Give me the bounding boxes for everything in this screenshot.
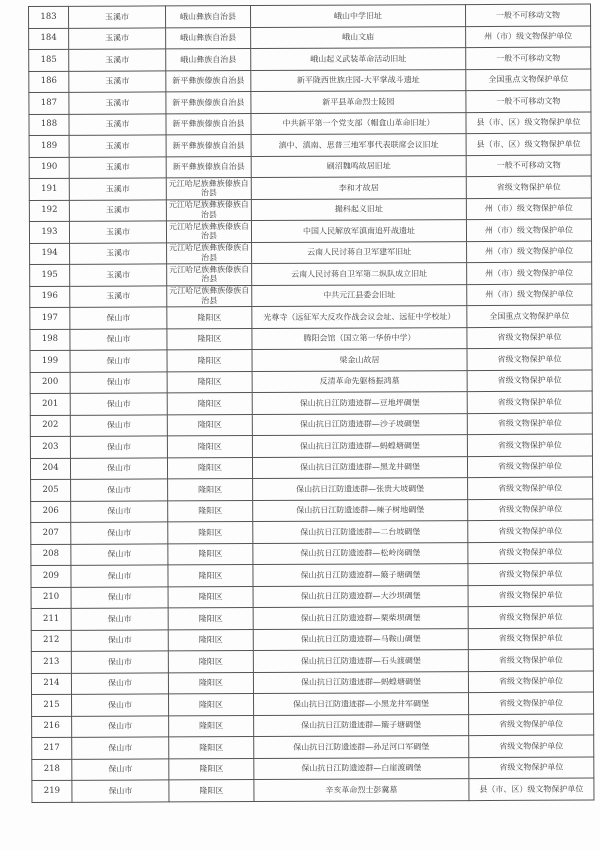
site-name-cell: 滇中、滇南、思普三地军事代表联席会议旧址 [251, 134, 466, 156]
site-name-cell: 腾阳会馆（国立第一华侨中学） [252, 327, 467, 349]
table-row [29, 198, 591, 222]
table-row [30, 284, 592, 308]
county-cell: 隆阳区 [167, 393, 252, 415]
table-row [31, 606, 593, 630]
row-number-cell: 219 [32, 780, 72, 802]
table-row [30, 327, 592, 351]
protection-level-cell: 一般不可移动文物 [466, 90, 591, 112]
county-cell: 隆阳区 [168, 586, 253, 608]
row-number-cell: 213 [31, 651, 71, 673]
protection-level-cell: 州（市）级文物保护单位 [467, 262, 592, 284]
row-number-cell: 188 [29, 114, 69, 136]
row-number-cell: 185 [29, 49, 69, 71]
city-cell: 玉溪市 [69, 27, 166, 49]
site-name-cell: 保山抗日江防遗迹群—马鞍山碉堡 [253, 628, 468, 650]
site-name-cell: 峨山中学旧址 [251, 5, 466, 27]
row-number-cell: 217 [32, 737, 72, 759]
protection-level-cell: 省级文物保护单位 [468, 628, 593, 650]
protection-level-cell: 全国重点文物保护单位 [467, 305, 592, 327]
county-cell: 隆阳区 [169, 758, 254, 780]
row-number-cell: 204 [30, 458, 70, 480]
table-row [32, 714, 594, 738]
protection-level-cell: 省级文物保护单位 [467, 348, 592, 370]
site-name-cell: 保山抗日江防遗迹群—孙足河口军碉堡 [254, 736, 469, 758]
site-name-cell: 保山抗日江防遗迹群—黑龙井碉堡 [252, 456, 467, 478]
city-cell: 保山市 [71, 651, 168, 673]
table-row [29, 4, 591, 28]
city-cell: 玉溪市 [69, 221, 166, 243]
protection-level-cell: 省级文物保护单位 [467, 370, 592, 392]
county-cell: 隆阳区 [168, 651, 253, 673]
site-name-cell: 梁金山故居 [252, 349, 467, 371]
county-cell: 隆阳区 [169, 737, 254, 759]
city-cell: 保山市 [70, 436, 167, 458]
site-name-cell: 中共元江县委会旧址 [252, 284, 467, 306]
row-number-cell: 184 [29, 28, 69, 50]
city-cell: 玉溪市 [69, 49, 166, 71]
protection-level-cell: 省级文物保护单位 [468, 649, 593, 671]
site-name-cell: 光尊寺（远征军大反攻作战会议会址、远征中学校址） [252, 306, 467, 328]
protection-level-cell: 县（市、区）级文物保护单位 [466, 112, 591, 134]
site-name-cell: 保山抗日江防遗迹群—大沙坝碉堡 [253, 585, 468, 607]
table-row [30, 241, 592, 265]
city-cell: 玉溪市 [69, 113, 166, 135]
county-cell: 隆阳区 [169, 715, 254, 737]
site-name-cell: 保山抗日江防遗迹群—松岭岗碉堡 [253, 542, 468, 564]
table-row [32, 735, 594, 759]
protection-level-cell: 州（市）级文物保护单位 [466, 26, 591, 48]
city-cell: 玉溪市 [70, 242, 167, 264]
site-name-cell: 保山抗日江防遗迹群—石头渡碉堡 [253, 650, 468, 672]
table-row [29, 90, 591, 114]
row-number-cell: 214 [31, 673, 71, 695]
table-row [32, 692, 594, 716]
site-name-cell: 中国人民解放军滇南追歼战遗址 [251, 220, 466, 242]
row-number-cell: 201 [30, 393, 70, 415]
city-cell: 玉溪市 [69, 6, 166, 28]
county-cell: 元江哈尼族彝族傣族自治县 [166, 178, 251, 200]
row-number-cell: 208 [31, 544, 71, 566]
protection-level-cell: 县（市、区）级文物保护单位 [469, 778, 594, 800]
table-row [29, 155, 591, 179]
city-cell: 玉溪市 [70, 285, 167, 307]
protection-level-cell: 县（市、区）级文物保护单位 [466, 133, 591, 155]
row-number-cell: 200 [30, 372, 70, 394]
city-cell: 保山市 [70, 393, 167, 415]
row-number-cell: 193 [29, 221, 69, 243]
row-number-cell: 210 [31, 587, 71, 609]
site-name-cell: 保山抗日江防遗迹群—沙子坡碉堡 [252, 413, 467, 435]
county-cell: 隆阳区 [168, 522, 253, 544]
county-cell: 隆阳区 [169, 694, 254, 716]
city-cell: 保山市 [70, 307, 167, 329]
protection-level-cell: 省级文物保护单位 [468, 499, 593, 521]
protection-level-cell: 省级文物保护单位 [468, 477, 593, 499]
site-name-cell: 保山抗日江防遗迹群—蚂蝗塘碉堡 [253, 671, 468, 693]
site-name-cell: 保山抗日江防遗迹群—辣子树地碉堡 [253, 499, 468, 521]
table-row [32, 757, 594, 781]
table-row [29, 69, 591, 93]
row-number-cell: 215 [32, 694, 72, 716]
table-row [31, 628, 593, 652]
protection-level-cell: 省级文物保护单位 [468, 542, 593, 564]
table-row [32, 778, 594, 802]
row-number-cell: 192 [29, 200, 69, 222]
county-cell: 新平彝族傣族自治县 [166, 70, 251, 92]
county-cell: 隆阳区 [168, 629, 253, 651]
site-name-cell: 保山抗日江防遗迹群—张贵大坡碉堡 [253, 478, 468, 500]
protection-level-cell: 省级文物保护单位 [467, 413, 592, 435]
site-name-cell: 峨山文庙 [251, 26, 466, 48]
city-cell: 玉溪市 [70, 264, 167, 286]
county-cell: 隆阳区 [168, 479, 253, 501]
county-cell: 峨山彝族自治县 [166, 6, 251, 28]
city-cell: 保山市 [70, 457, 167, 479]
county-cell: 元江哈尼族彝族傣族自治县 [167, 264, 252, 286]
table-row [29, 219, 591, 243]
site-name-cell: 撮科起义旧址 [251, 198, 466, 220]
protection-level-cell: 省级文物保护单位 [468, 671, 593, 693]
city-cell: 保山市 [71, 522, 168, 544]
table-body [29, 4, 594, 802]
city-cell: 保山市 [72, 694, 169, 716]
county-cell: 隆阳区 [167, 307, 252, 329]
site-name-cell: 新平县革命烈士陵园 [251, 91, 466, 113]
heritage-sites-table [28, 4, 594, 803]
county-cell: 隆阳区 [168, 565, 253, 587]
row-number-cell: 197 [30, 307, 70, 329]
row-number-cell: 216 [32, 716, 72, 738]
city-cell: 保山市 [72, 737, 169, 759]
site-name-cell: 保山抗日江防遗迹群—小黑龙井军碉堡 [254, 693, 469, 715]
row-number-cell: 205 [31, 479, 71, 501]
row-number-cell: 196 [30, 286, 70, 308]
site-name-cell: 保山抗日江防遗迹群—白崖渡碉堡 [254, 757, 469, 779]
site-name-cell: 云南人民讨蒋自卫军建军旧址 [252, 241, 467, 263]
city-cell: 保山市 [71, 586, 168, 608]
city-cell: 保山市 [70, 414, 167, 436]
protection-level-cell: 州（市）级文物保护单位 [466, 198, 591, 220]
protection-level-cell: 省级文物保护单位 [468, 563, 593, 585]
row-number-cell: 211 [31, 608, 71, 630]
county-cell: 隆阳区 [167, 414, 252, 436]
row-number-cell: 202 [30, 415, 70, 437]
city-cell: 保山市 [71, 608, 168, 630]
county-cell: 元江哈尼族彝族傣族自治县 [166, 221, 251, 243]
site-name-cell: 中共新平第一个党支部（帽盒山革命旧址） [251, 112, 466, 134]
table-row [31, 499, 593, 523]
table-row [29, 47, 591, 71]
site-name-cell: 保山抗日江防遗迹群—栗柴坝碉堡 [253, 607, 468, 629]
protection-level-cell: 省级文物保护单位 [467, 434, 592, 456]
county-cell: 峨山彝族自治县 [166, 27, 251, 49]
site-name-cell: 李和才故居 [251, 177, 466, 199]
protection-level-cell: 省级文物保护单位 [469, 714, 594, 736]
table-row [29, 112, 591, 136]
county-cell: 隆阳区 [167, 457, 252, 479]
row-number-cell: 212 [31, 630, 71, 652]
county-cell: 元江哈尼族彝族傣族自治县 [167, 285, 252, 307]
row-number-cell: 190 [29, 157, 69, 179]
table-row [30, 391, 592, 415]
county-cell: 峨山彝族自治县 [166, 49, 251, 71]
table-row [30, 434, 592, 458]
county-cell: 隆阳区 [168, 672, 253, 694]
site-name-cell: 云南人民讨蒋自卫军第二纵队成立旧址 [252, 263, 467, 285]
city-cell: 保山市 [72, 758, 169, 780]
protection-level-cell: 省级文物保护单位 [468, 520, 593, 542]
county-cell: 隆阳区 [167, 328, 252, 350]
row-number-cell: 203 [30, 436, 70, 458]
protection-level-cell: 州（市）级文物保护单位 [467, 284, 592, 306]
county-cell: 隆阳区 [169, 780, 254, 802]
county-cell: 新平彝族傣族自治县 [166, 92, 251, 114]
table-row [31, 671, 593, 695]
city-cell: 保山市 [72, 780, 169, 802]
county-cell: 新平彝族傣族自治县 [166, 113, 251, 135]
protection-level-cell: 省级文物保护单位 [468, 585, 593, 607]
city-cell: 保山市 [70, 328, 167, 350]
protection-level-cell: 一般不可移动文物 [465, 4, 590, 26]
county-cell: 元江哈尼族彝族傣族自治县 [167, 242, 252, 264]
row-number-cell: 218 [32, 759, 72, 781]
protection-level-cell: 一般不可移动文物 [466, 47, 591, 69]
city-cell: 玉溪市 [69, 135, 166, 157]
county-cell: 隆阳区 [167, 371, 252, 393]
table-row [31, 477, 593, 501]
city-cell: 保山市 [71, 565, 168, 587]
site-name-cell: 保山抗日江防遗迹群—豆地坪碉堡 [252, 392, 467, 414]
table-row [29, 26, 591, 50]
table-row [29, 176, 591, 200]
protection-level-cell: 全国重点文物保护单位 [466, 69, 591, 91]
site-name-cell: 刷沼魏鸣故居旧址 [251, 155, 466, 177]
city-cell: 保山市 [71, 500, 168, 522]
city-cell: 保山市 [70, 350, 167, 372]
row-number-cell: 195 [30, 264, 70, 286]
site-name-cell: 保山抗日江防遗迹群—蚂蝗塘碉堡 [252, 435, 467, 457]
protection-level-cell: 省级文物保护单位 [467, 456, 592, 478]
site-name-cell: 保山抗日江防遗迹群—簸子塘碉堡 [253, 564, 468, 586]
row-number-cell: 183 [29, 6, 69, 28]
site-name-cell: 保山抗日江防遗迹群—簸子塘碉堡 [254, 714, 469, 736]
protection-level-cell: 省级文物保护单位 [467, 391, 592, 413]
table-row [31, 649, 593, 673]
county-cell: 新平彝族傣族自治县 [166, 135, 251, 157]
row-number-cell: 194 [30, 243, 70, 265]
row-number-cell: 207 [31, 522, 71, 544]
site-name-cell: 辛亥革命烈士彭冀墓 [254, 779, 469, 801]
city-cell: 玉溪市 [69, 156, 166, 178]
table-row [30, 348, 592, 372]
county-cell: 隆阳区 [168, 608, 253, 630]
city-cell: 保山市 [71, 629, 168, 651]
county-cell: 元江哈尼族彝族傣族自治县 [166, 199, 251, 221]
row-number-cell: 189 [29, 135, 69, 157]
row-number-cell: 199 [30, 350, 70, 372]
county-cell: 隆阳区 [167, 436, 252, 458]
site-name-cell: 保山抗日江防遗迹群—二台坡碉堡 [253, 521, 468, 543]
table-row [31, 542, 593, 566]
city-cell: 玉溪市 [69, 199, 166, 221]
table-row [31, 585, 593, 609]
county-cell: 隆阳区 [167, 350, 252, 372]
site-name-cell: 峨山起义武装革命活动旧址 [251, 48, 466, 70]
city-cell: 玉溪市 [69, 178, 166, 200]
table-row [30, 262, 592, 286]
protection-level-cell: 省级文物保护单位 [468, 606, 593, 628]
table-row [30, 456, 592, 480]
table-row [31, 520, 593, 544]
protection-level-cell: 省级文物保护单位 [469, 757, 594, 779]
city-cell: 玉溪市 [69, 70, 166, 92]
row-number-cell: 198 [30, 329, 70, 351]
site-name-cell: 新平陇西世族庄园-大平掌战斗遗址 [251, 69, 466, 91]
protection-level-cell: 省级文物保护单位 [468, 692, 593, 714]
row-number-cell: 191 [29, 178, 69, 200]
protection-level-cell: 州（市）级文物保护单位 [466, 219, 591, 241]
row-number-cell: 206 [31, 501, 71, 523]
county-cell: 隆阳区 [168, 500, 253, 522]
table-row [30, 370, 592, 394]
row-number-cell: 187 [29, 92, 69, 114]
city-cell: 保山市 [70, 371, 167, 393]
protection-level-cell: 省级文物保护单位 [467, 327, 592, 349]
site-name-cell: 反清革命先躯杨振鸿墓 [252, 370, 467, 392]
table-row [30, 413, 592, 437]
table-row [30, 305, 592, 329]
city-cell: 玉溪市 [69, 92, 166, 114]
city-cell: 保山市 [71, 543, 168, 565]
county-cell: 隆阳区 [168, 543, 253, 565]
protection-level-cell: 省级文物保护单位 [469, 735, 594, 757]
row-number-cell: 186 [29, 71, 69, 93]
table-row [31, 563, 593, 587]
county-cell: 新平彝族傣族自治县 [166, 156, 251, 178]
city-cell: 保山市 [71, 672, 168, 694]
table-row [29, 133, 591, 157]
city-cell: 保山市 [72, 715, 169, 737]
city-cell: 保山市 [71, 479, 168, 501]
protection-level-cell: 一般不可移动文物 [466, 155, 591, 177]
protection-level-cell: 州（市）级文物保护单位 [467, 241, 592, 263]
row-number-cell: 209 [31, 565, 71, 587]
protection-level-cell: 省级文物保护单位 [466, 176, 591, 198]
